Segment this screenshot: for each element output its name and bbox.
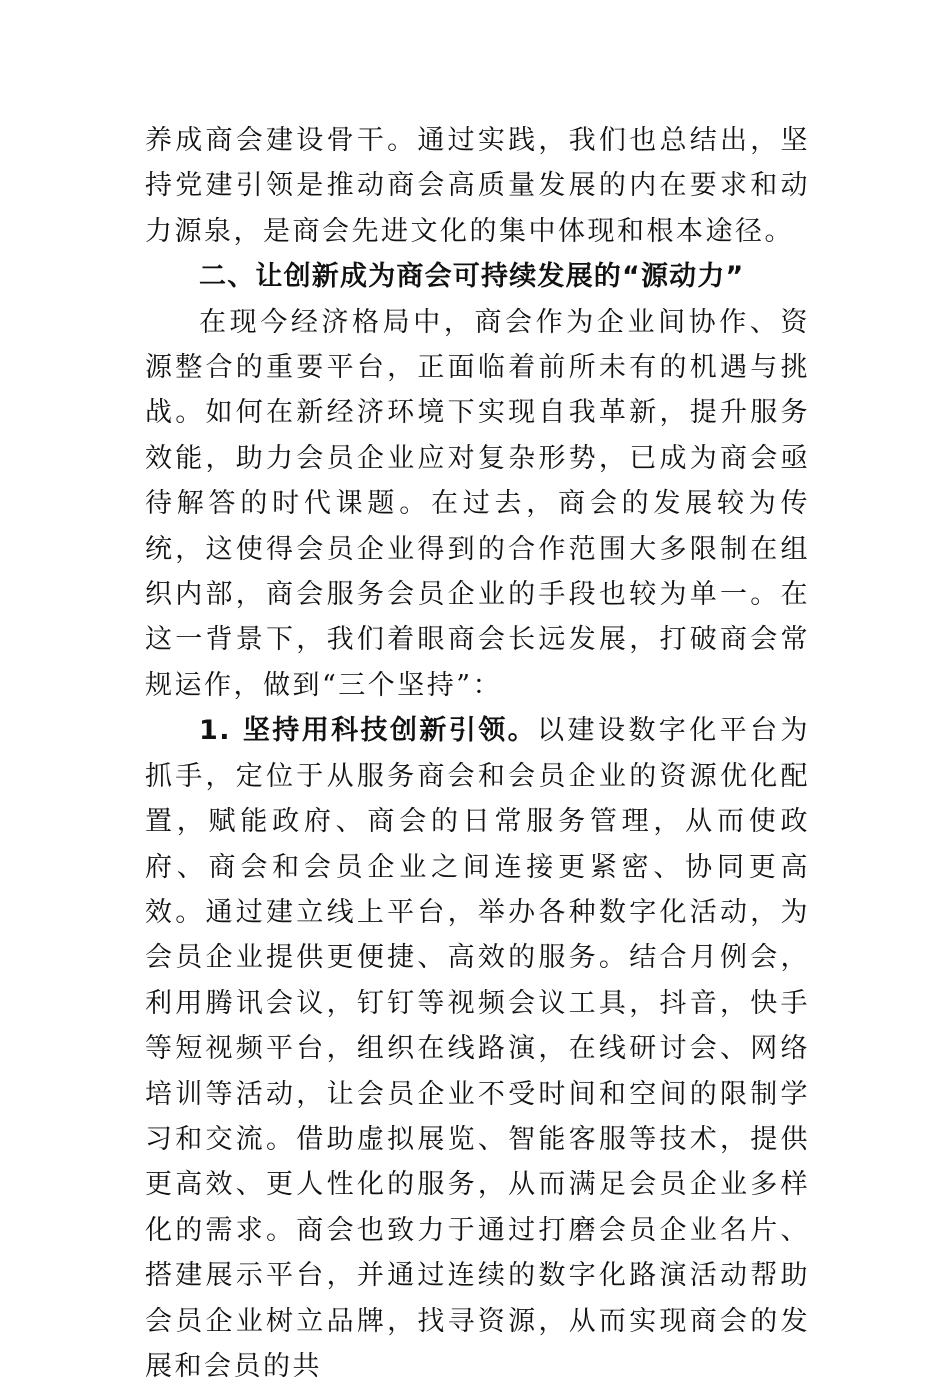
paragraph-lead: 1. 坚持用科技创新引领。 bbox=[199, 715, 538, 747]
paragraph-tech-innovation bbox=[145, 708, 810, 1389]
paragraph-continuation: 养成商会建设骨干。通过实践，我们也总结出，坚持党建引领是推动商会高质量发展的内在要求和动力源泉，是商会先进文化的集中体现和根本途径。 bbox=[145, 125, 810, 247]
paragraph-body: 以建设数字化平台为抓手，定位于从服务商会和会员企业的资源优化配置，赋能政府、商会的日常服务管理，从而使政府、商会和会员企业之间连接更紧密、协同更高效。通过建立线上平台，举办各种数字化活动，为会员企业提供更便捷、高效的服务。结合月例会，利用腾讯会议，钉钉等视频会议工具，抖音，快手等短视频平台，组织在线路演，在线研讨会、网络培训等活动，让会员企业不受时间和空间的限制学习和交流。借助虚拟展览、智能客服等技术，提供更高效、更人性化的服务，从而满足会员企业多样化的需求。商会也致力于通过打磨会员企业名片、搭建展示平台，并通过连续的数字化路演活动帮助会员企业树立品牌，找寻资源，从而实现商会的发展和会员的共 bbox=[145, 715, 810, 1382]
paragraph-context: 在现今经济格局中，商会作为企业间协作、资源整合的重要平台，正面临着前所未有的机遇与挑战。如何在新经济环境下实现自我革新，提升服务效能，助力会员企业应对复杂形势，已成为商会亟待解答的时代课题。在过去，商会的发展较为传统，这使得会员企业得到的合作范围大多限制在组织内部，商会服务会员企业的手段也较为单一。在这一背景下，我们着眼商会长远发展，打破商会常规运作，做到“三个坚持”： bbox=[145, 306, 810, 701]
document-body bbox=[145, 118, 810, 1389]
section-heading: 二、让创新成为商会可持续发展的“源动力” bbox=[199, 261, 745, 293]
